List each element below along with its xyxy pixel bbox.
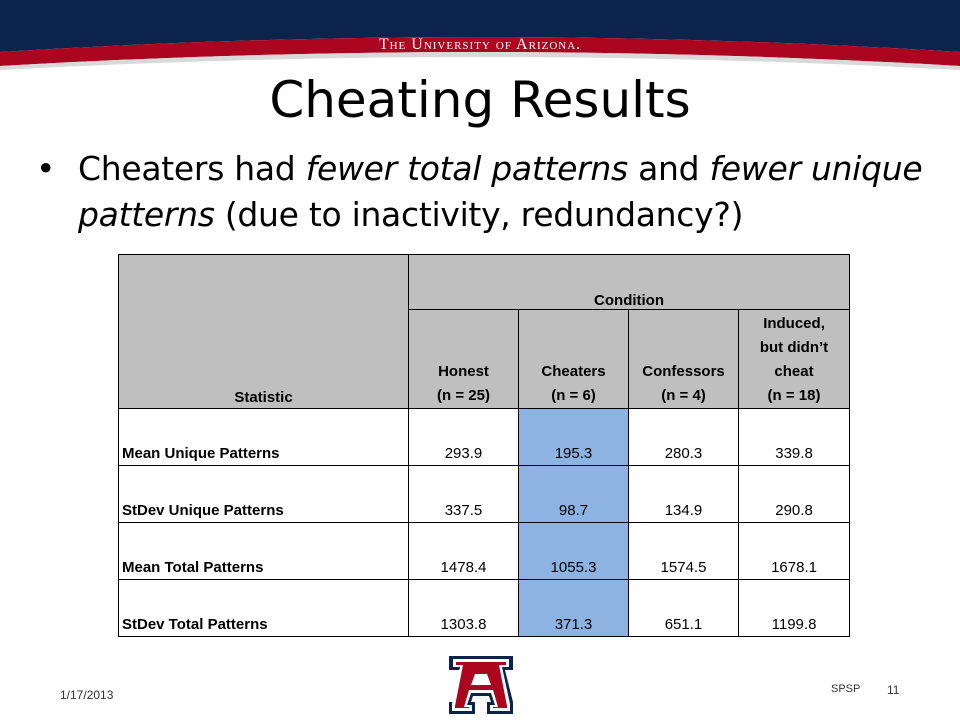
table-cell-highlighted: 371.3 xyxy=(519,580,629,637)
column-header-line: Induced, xyxy=(763,315,825,332)
table-cell: 339.8 xyxy=(739,409,850,466)
table-row xyxy=(119,523,850,580)
table-cell: 293.9 xyxy=(409,409,519,466)
statistic-header: Statistic xyxy=(119,255,409,409)
column-header-induced xyxy=(739,310,850,409)
condition-header: Condition xyxy=(409,255,850,310)
bullet-text-part: (due to inactivity, redundancy?) xyxy=(214,195,744,234)
column-header-honest xyxy=(409,310,519,409)
column-header-line: cheat xyxy=(774,363,814,380)
table-row xyxy=(119,409,850,466)
table-cell: 290.8 xyxy=(739,466,850,523)
footer-date: 1/17/2013 xyxy=(60,688,114,702)
table-cell-highlighted: 98.7 xyxy=(519,466,629,523)
bullet-text-part: Cheaters had xyxy=(78,149,306,188)
row-label: StDev Total Patterns xyxy=(119,580,409,637)
row-label: StDev Unique Patterns xyxy=(119,466,409,523)
column-header-cheaters xyxy=(519,310,629,409)
bullet-text-part: and xyxy=(627,149,710,188)
table-cell-highlighted: 195.3 xyxy=(519,409,629,466)
column-header-line: Cheaters xyxy=(541,363,606,380)
table-row xyxy=(119,466,850,523)
table-cell: 651.1 xyxy=(629,580,739,637)
column-header-line: (n = 6) xyxy=(551,387,596,404)
table-cell: 134.9 xyxy=(629,466,739,523)
results-table xyxy=(118,254,850,637)
bullet-text xyxy=(78,146,928,238)
column-header-line: (n = 25) xyxy=(437,387,490,404)
slide-title: Cheating Results xyxy=(269,71,691,129)
table-cell: 280.3 xyxy=(629,409,739,466)
table-cell: 1678.1 xyxy=(739,523,850,580)
slide-number: 11 xyxy=(887,683,900,697)
table-row xyxy=(119,580,850,637)
table-cell: 1478.4 xyxy=(409,523,519,580)
column-header-line: but didn’t xyxy=(759,339,829,356)
table-cell: 1199.8 xyxy=(739,580,850,637)
table-cell: 1574.5 xyxy=(629,523,739,580)
bullet-emphasis-unique: fewer unique patterns xyxy=(78,149,923,234)
table-cell: 337.5 xyxy=(409,466,519,523)
column-header-confessors xyxy=(629,310,739,409)
row-label: Mean Total Patterns xyxy=(119,523,409,580)
column-header-line: (n = 4) xyxy=(661,387,706,404)
bullet-emphasis-total: fewer total patterns xyxy=(305,149,628,188)
column-header-line: (n = 18) xyxy=(767,387,821,404)
table-cell-highlighted: 1055.3 xyxy=(519,523,629,580)
row-label: Mean Unique Patterns xyxy=(119,409,409,466)
university-wordmark: The University of Arizona. xyxy=(378,36,582,53)
column-header-line: Confessors xyxy=(642,363,725,380)
footer-organization: SPSP xyxy=(831,683,861,695)
university-a-logo-icon xyxy=(447,654,515,716)
column-header-line: Honest xyxy=(438,363,489,380)
table-cell: 1303.8 xyxy=(409,580,519,637)
bullet-dot-icon: • xyxy=(36,149,56,188)
